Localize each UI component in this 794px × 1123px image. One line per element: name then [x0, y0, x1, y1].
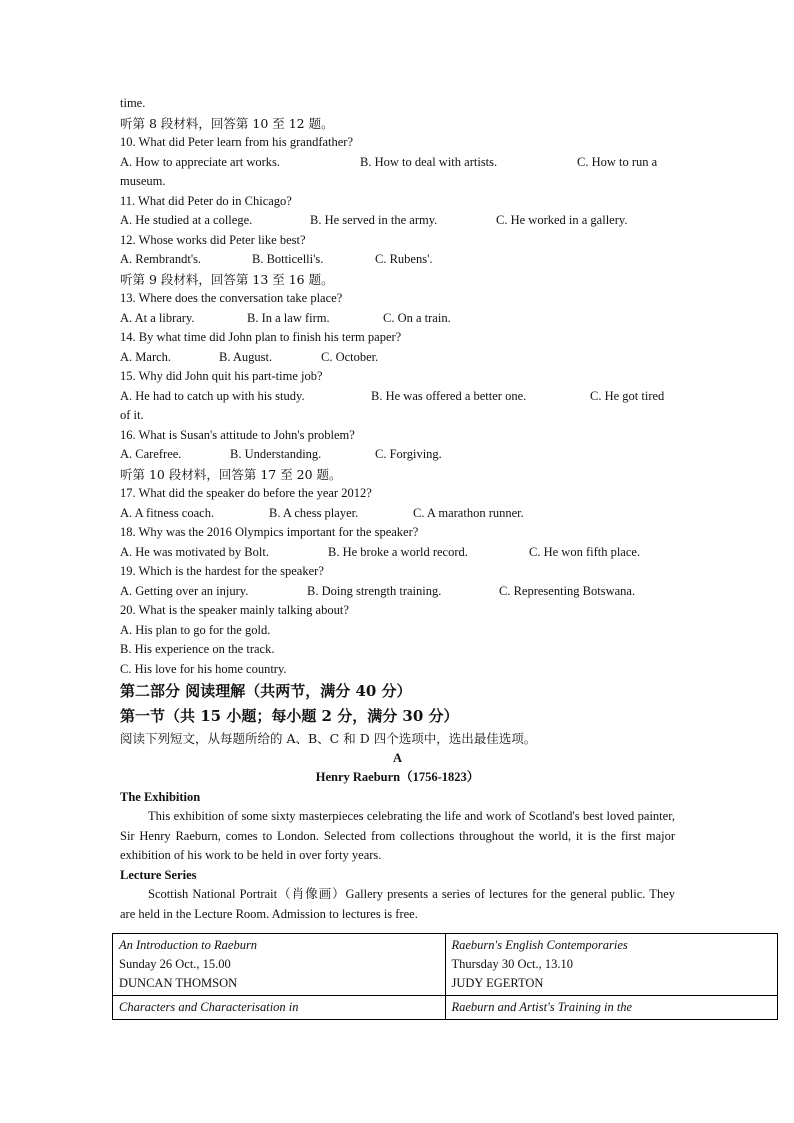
question: 20. What is the speaker mainly talking about? — [120, 603, 349, 617]
option-c: C. Rubens'. — [375, 252, 433, 266]
option-b: B. His experience on the track. — [120, 642, 275, 656]
top-line: time. — [120, 96, 146, 110]
options-row — [120, 543, 675, 563]
question: 11. What did Peter do in Chicago? — [120, 193, 292, 208]
option-b: B. He was offered a better one. — [371, 388, 527, 403]
option-b: B. Doing strength training. — [307, 583, 442, 598]
option-a: A. He studied at a college. — [120, 213, 253, 227]
table-cell — [445, 996, 778, 1020]
lecture-table — [112, 933, 778, 1020]
lecture-title: An Introduction to Raeburn — [119, 938, 258, 952]
options-row — [120, 504, 675, 524]
lecture-date: Thursday 30 Oct., 13.10 — [451, 957, 574, 971]
question: 10. What did Peter learn from his grandfather? — [120, 135, 354, 149]
section-title: 第一节（共 15 小题；每小题 2 分，满分 30 分） — [120, 707, 459, 725]
option-b: B. Understanding. — [230, 447, 322, 461]
question: 15. Why did John quit his part-time job? — [120, 369, 323, 383]
option-a: A. Carefree. — [120, 447, 182, 461]
option-a: A. He had to catch up with his study. — [120, 388, 305, 403]
option-c: C. His love for his home country. — [120, 661, 287, 676]
options-row — [120, 211, 675, 231]
option-b: B. In a law firm. — [247, 310, 330, 325]
option-c: C. He worked in a gallery. — [496, 213, 628, 227]
lecture-speaker: JUDY EGERTON — [451, 976, 544, 990]
option-continuation: museum. — [120, 174, 166, 188]
question: 16. What is Susan's attitude to John's problem? — [120, 427, 355, 442]
passage-letter: A — [392, 750, 403, 765]
lecture-speaker: DUNCAN THOMSON — [119, 976, 238, 990]
option-a: A. How to appreciate art works. — [120, 154, 281, 169]
options-row — [120, 153, 675, 173]
exhibition-text: This exhibition of some sixty masterpieces celebrating the life and work of Scotland's best loved painter, Sir Henry Raeburn, comes to London. Selected from collections throughout the world, it is the first major exhibition of his work to be held in over forty years. — [120, 809, 675, 862]
option-a: A. A fitness coach. — [120, 505, 215, 520]
exam-page — [120, 94, 675, 924]
option-b: B. Botticelli's. — [252, 252, 324, 266]
options-row — [120, 387, 675, 407]
option-c: C. How to run a — [577, 154, 658, 169]
table-cell — [113, 996, 446, 1020]
options-row — [120, 250, 675, 270]
lecture-title: Raeburn and Artist's Training in the — [451, 1000, 633, 1014]
option-a: A. At a library. — [120, 310, 195, 325]
section-header: 听第 8 段材料，回答第 10 至 12 题。 — [120, 115, 334, 131]
option-b: B. A chess player. — [269, 505, 359, 520]
table-row — [113, 934, 778, 996]
table-row — [113, 996, 778, 1020]
section-header: 听第 9 段材料，回答第 13 至 16 题。 — [120, 271, 334, 287]
option-c: C. A marathon runner. — [413, 505, 524, 520]
option-c: C. Forgiving. — [375, 447, 442, 461]
option-b: B. He broke a world record. — [328, 544, 468, 559]
option-a: A. He was motivated by Bolt. — [120, 544, 269, 559]
exhibition-paragraph — [120, 807, 675, 866]
question: 18. Why was the 2016 Olympics important for the speaker? — [120, 525, 419, 539]
options-row — [120, 309, 675, 329]
option-continuation: of it. — [120, 408, 144, 422]
table-cell — [113, 934, 446, 996]
option-b: B. August. — [219, 349, 273, 364]
question: 13. Where does the conversation take place? — [120, 291, 343, 305]
section-header: 听第 10 段材料，回答第 17 至 20 题。 — [120, 466, 342, 482]
lectures-text: Scottish National Portrait（肖像画）Gallery presents a series of lectures for the general public. They are held in the Lecture Room. Admission to lectures is free. — [120, 887, 675, 921]
question: 19. Which is the hardest for the speaker? — [120, 564, 324, 578]
option-c: C. He won fifth place. — [529, 544, 641, 559]
option-a: A. March. — [120, 349, 172, 364]
table-cell — [445, 934, 778, 996]
part-title: 第二部分 阅读理解（共两节，满分 40 分） — [120, 682, 412, 700]
option-b: B. He served in the army. — [310, 213, 438, 227]
option-a: A. Rembrandt's. — [120, 252, 202, 266]
question: 12. Whose works did Peter like best? — [120, 232, 306, 247]
passage-title: Henry Raeburn（1756-1823） — [315, 770, 480, 784]
option-c: C. On a train. — [383, 310, 451, 325]
lecture-title: Raeburn's English Contemporaries — [451, 938, 628, 952]
lectures-heading: Lecture Series — [120, 867, 197, 882]
option-a: A. Getting over an injury. — [120, 583, 249, 598]
option-a: A. His plan to go for the gold. — [120, 622, 271, 637]
options-row — [120, 582, 675, 602]
lectures-paragraph — [120, 885, 675, 924]
exhibition-heading: The Exhibition — [120, 789, 201, 804]
lecture-title: Characters and Characterisation in — [119, 1000, 299, 1014]
lecture-date: Sunday 26 Oct., 15.00 — [119, 957, 231, 971]
option-c: C. Representing Botswana. — [499, 583, 636, 598]
options-row — [120, 445, 675, 465]
question: 17. What did the speaker do before the year 2012? — [120, 486, 372, 500]
options-row — [120, 348, 675, 368]
question: 14. By what time did John plan to finish his term paper? — [120, 330, 402, 344]
option-b: B. How to deal with artists. — [360, 154, 498, 169]
option-c: C. He got tired — [590, 388, 665, 403]
option-c: C. October. — [321, 349, 379, 364]
instructions: 阅读下列短文，从每题所给的 A、B、C 和 D 四个选项中，选出最佳选项。 — [120, 731, 537, 746]
